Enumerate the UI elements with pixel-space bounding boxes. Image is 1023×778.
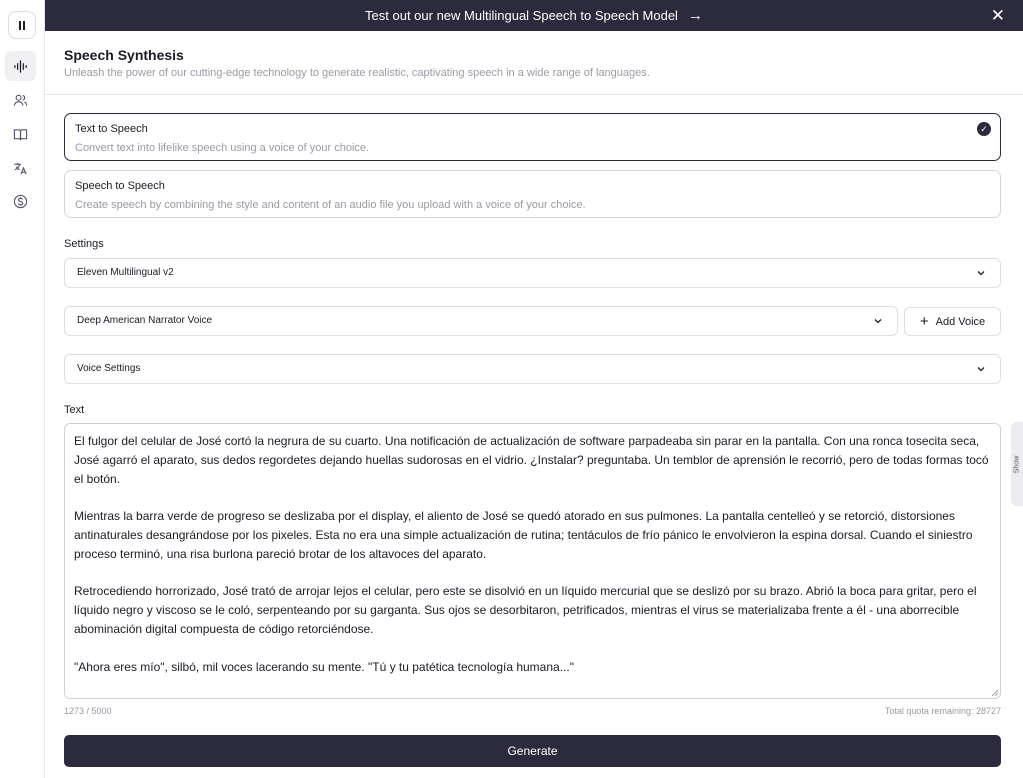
- add-voice-label: Add Voice: [935, 315, 986, 328]
- sidebar-item-subscription[interactable]: [5, 186, 36, 216]
- settings-label: Settings: [64, 238, 104, 250]
- users-icon: [13, 93, 28, 108]
- page-subtitle: Unleash the power of our cutting-edge technology to generate realistic, captivating speech in a wide range of languages.: [64, 67, 650, 79]
- arrow-right-icon[interactable]: →: [687, 7, 703, 24]
- character-count: 1273 / 5000: [64, 706, 112, 716]
- plus-icon: +: [919, 313, 929, 330]
- generate-label: Generate: [507, 744, 558, 758]
- dollar-circle-icon: [13, 194, 28, 209]
- text-paragraph: El fulgor del celular de José cortó la negrura de su cuarto. Una notificación de actualización de software parpadeaba sin parar en la pantalla. Con una ronca tosecita seca, José agarró el aparato, sus dedos regordetes dejando huellas sudorosas en el vidrio. ¿Instalar? preguntaba. Un temblor de aprensión le recorrió, pero de todas formas tocó el botón.: [74, 434, 989, 486]
- page-title: Speech Synthesis: [64, 47, 184, 63]
- mode-title: Speech to Speech: [75, 180, 165, 192]
- chevron-down-icon: [976, 364, 986, 374]
- resize-handle-icon[interactable]: [991, 689, 998, 696]
- sidebar-item-dubbing[interactable]: [5, 153, 36, 183]
- text-paragraph: Retrocediendo horrorizado, José trató de arrojar lejos el celular, pero este se disolvió en un líquido mercurial que se deslizó por su brazo. Abrió la boca para gritar, pero el líquido negro y viscoso se le coló, serpenteando por su garganta. Sus ojos se desorbitaron, petrificados, mientras el virus se materializaba frente a él - una aborrecible abominación digital compuesta de código retorciéndose.: [74, 584, 977, 636]
- sidebar-item-projects[interactable]: [5, 119, 36, 149]
- voice-settings-label: Voice Settings: [77, 363, 141, 374]
- waveform-icon: [13, 59, 28, 74]
- mode-title: Text to Speech: [75, 123, 148, 135]
- banner-text[interactable]: Test out our new Multilingual Speech to Speech Model: [365, 8, 678, 23]
- translate-icon: [13, 161, 28, 176]
- add-voice-button[interactable]: [904, 307, 1001, 336]
- text-paragraph: Mientras la barra verde de progreso se deslizaba por el display, el aliento de José se quedó atorado en sus pulmones. La pantalla centelleó y se retorció, distorsiones antinaturales desangrándose por los pixeles. Esta no era una simple actualización de rutina; tentáculos de frío pánico le envolvieron la espina dorsal. Cuando el siniestro proceso terminó, una risa burlona pareció brotar de los altavoces del aparato.: [74, 509, 973, 561]
- check-circle-icon: ✓: [977, 122, 991, 136]
- logo-pause-icon[interactable]: [8, 11, 36, 39]
- model-select-value: Eleven Multilingual v2: [77, 267, 174, 278]
- chevron-down-icon: [976, 268, 986, 278]
- quota-remaining: Total quota remaining: 28727: [884, 706, 1001, 716]
- text-paragraph: "Ahora eres mío", silbó, mil voces lacerando su mente. "Tú y tu patética tecnología humana...": [74, 659, 574, 674]
- mode-description: Convert text into lifelike speech using a voice of your choice.: [75, 142, 370, 154]
- book-icon: [13, 127, 28, 142]
- text-input-area[interactable]: [64, 423, 1001, 699]
- sidebar-item-speech-synthesis[interactable]: [5, 51, 36, 81]
- text-label: Text: [64, 404, 85, 416]
- page-header: [45, 31, 1023, 95]
- mode-speech-to-speech[interactable]: [64, 170, 1001, 218]
- sidebar-item-voices[interactable]: [5, 85, 36, 115]
- generate-button[interactable]: [64, 735, 1001, 767]
- mode-text-to-speech[interactable]: [64, 113, 1001, 161]
- mode-description: Create speech by combining the style and content of an audio file you upload with a voice of your choice.: [75, 199, 586, 211]
- model-select[interactable]: [64, 258, 1001, 288]
- announcement-banner[interactable]: [45, 0, 1023, 31]
- show-tab-label: Show: [1013, 455, 1021, 473]
- close-icon[interactable]: ✕: [990, 6, 1005, 25]
- sidebar: [0, 0, 45, 778]
- chevron-down-icon: [873, 316, 883, 326]
- show-panel-tab[interactable]: [1011, 422, 1023, 506]
- voice-settings-select[interactable]: [64, 354, 1001, 384]
- voice-select-value: Deep American Narrator Voice: [77, 315, 213, 326]
- voice-select[interactable]: [64, 306, 898, 336]
